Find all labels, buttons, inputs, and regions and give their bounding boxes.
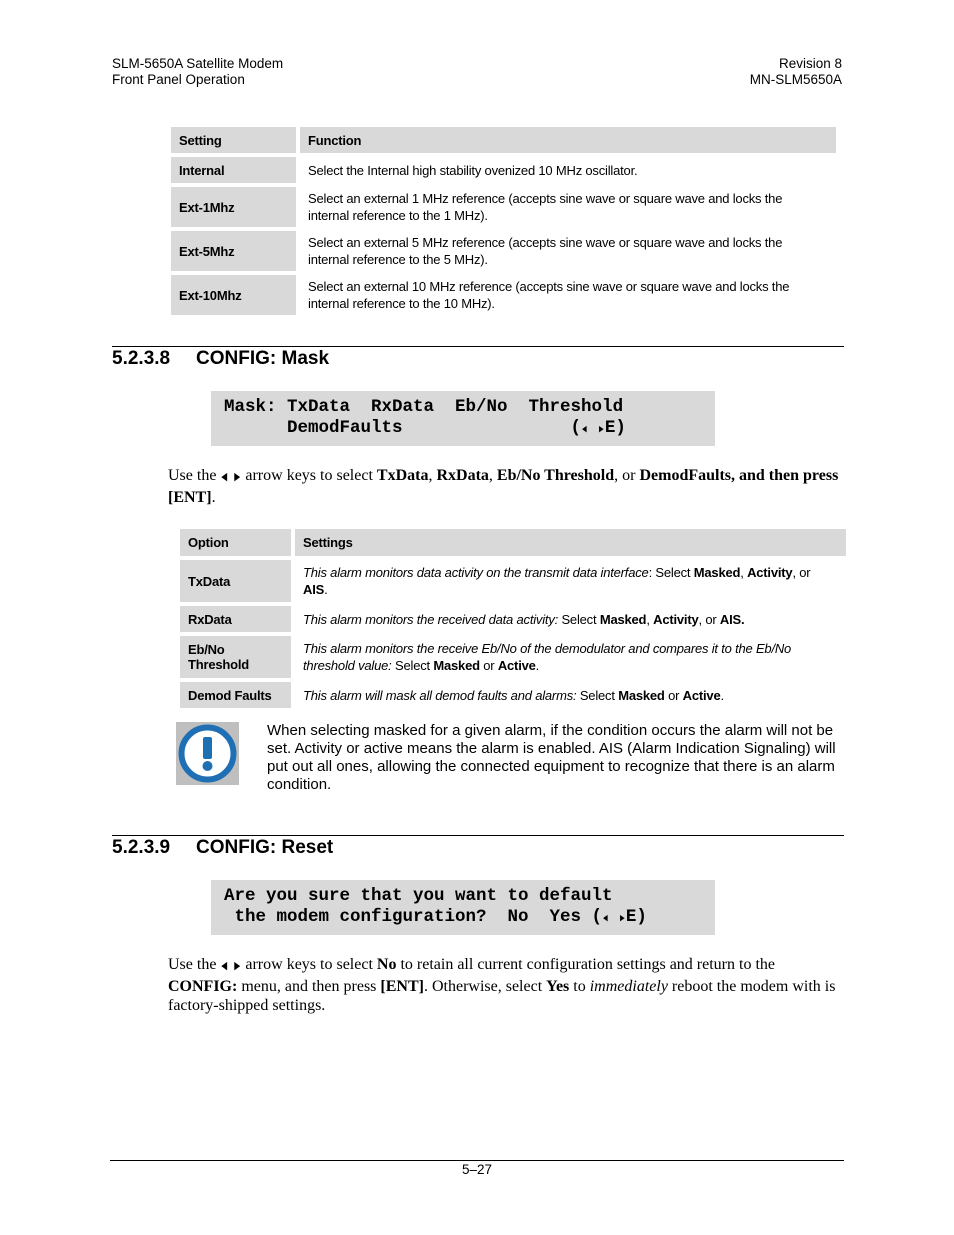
option-key: RxData xyxy=(180,606,291,632)
page-number: 5–27 xyxy=(461,1162,493,1177)
table-row xyxy=(180,682,846,708)
important-exclamation-icon xyxy=(176,722,239,785)
option-key: Eb/No Threshold xyxy=(180,636,291,678)
setting-key: Ext-10Mhz xyxy=(171,275,296,315)
reference-table xyxy=(167,123,840,319)
mask-options-table xyxy=(176,525,850,712)
column-header-settings: Settings xyxy=(295,529,846,556)
lcd-line-1: Mask: TxData RxData Eb/No Threshold xyxy=(224,397,624,417)
lcd-display-mask xyxy=(211,391,715,446)
revision: Revision 8 xyxy=(778,56,842,71)
section-number: 5.2.3.9 xyxy=(112,837,171,858)
table-row xyxy=(171,157,836,183)
lcd-line-2: DemodFaults (◀ ▶E) xyxy=(224,418,626,438)
option-setting: This alarm will mask all demod faults and alarms: Select Masked or Active. xyxy=(295,682,846,708)
option-setting: This alarm monitors data activity on the transmit data interface: Select Masked, Activity, or AIS. xyxy=(295,560,846,602)
left-arrow-icon: ◀ xyxy=(603,913,608,925)
manual-number: MN-SLM5650A xyxy=(749,72,842,87)
section-title: CONFIG: Reset xyxy=(196,837,334,858)
right-arrow-icon: ▶ xyxy=(234,960,241,972)
doc-title: SLM-5650A Satellite Modem xyxy=(112,56,284,71)
table-row xyxy=(171,231,836,271)
option-setting: This alarm monitors the received data activity: Select Masked, Activity, or AIS. xyxy=(295,606,846,632)
footer-divider xyxy=(110,1160,844,1161)
option-key: Demod Faults xyxy=(180,682,291,708)
left-arrow-icon: ◀ xyxy=(221,471,228,483)
section-divider xyxy=(112,346,844,347)
mask-instructions: Use the ◀ ▶ arrow keys to select TxData, RxData, Eb/No Threshold, or DemodFaults, and then press [ENT]. xyxy=(168,467,839,506)
table-row xyxy=(171,187,836,227)
header-left xyxy=(112,56,283,88)
header-right xyxy=(750,56,842,88)
section-divider xyxy=(112,835,844,836)
table-row xyxy=(171,275,836,315)
lcd-line-1: Are you sure that you want to default xyxy=(224,886,613,906)
setting-function: Select an external 1 MHz reference (accepts sine wave or square wave and locks the internal reference to the 1 MHz). xyxy=(300,187,836,227)
setting-function: Select the Internal high stability ovenized 10 MHz oscillator. xyxy=(300,157,836,183)
setting-key: Internal xyxy=(171,157,296,183)
section-heading-reset xyxy=(112,837,333,859)
column-header-function: Function xyxy=(300,127,836,153)
column-header-option: Option xyxy=(180,529,291,556)
important-note: When selecting masked for a given alarm, if the condition occurs the alarm will not be set. Activity or active means the alarm is enabled. AIS (Alarm Indication Signaling) will put out all ones, allowing the connected equipment to recognize that there is an alarm condition. xyxy=(267,722,836,793)
right-arrow-icon: ▶ xyxy=(599,424,604,436)
lcd-line-2: the modem configuration? No Yes (◀ ▶E) xyxy=(224,907,647,927)
setting-function: Select an external 10 MHz reference (accepts sine wave or square wave and locks the internal reference to the 10 MHz). xyxy=(300,275,836,315)
section-heading-mask xyxy=(112,348,329,370)
option-key: TxData xyxy=(180,560,291,602)
setting-key: Ext-1Mhz xyxy=(171,187,296,227)
left-arrow-icon: ◀ xyxy=(221,960,228,972)
setting-key: Ext-5Mhz xyxy=(171,231,296,271)
left-arrow-icon: ◀ xyxy=(582,424,587,436)
column-header-setting: Setting xyxy=(171,127,296,153)
table-row xyxy=(180,560,846,602)
table-row xyxy=(180,636,846,678)
doc-subtitle: Front Panel Operation xyxy=(112,72,245,87)
option-setting: This alarm monitors the receive Eb/No of the demodulator and compares it to the Eb/No threshold value: Select Masked or Active. xyxy=(295,636,846,678)
right-arrow-icon: ▶ xyxy=(620,913,625,925)
lcd-display-reset xyxy=(211,880,715,935)
table-row xyxy=(180,606,846,632)
section-title: CONFIG: Mask xyxy=(196,348,330,369)
section-number: 5.2.3.8 xyxy=(112,348,171,369)
right-arrow-icon: ▶ xyxy=(234,471,241,483)
setting-function: Select an external 5 MHz reference (accepts sine wave or square wave and locks the internal reference to the 5 MHz). xyxy=(300,231,836,271)
reset-instructions: Use the ◀ ▶ arrow keys to select No to retain all current configuration settings and return to the CONFIG: menu, and then press [ENT]. Otherwise, select Yes to immediately reboot the modem with is factory-shipped settings. xyxy=(168,956,836,1014)
